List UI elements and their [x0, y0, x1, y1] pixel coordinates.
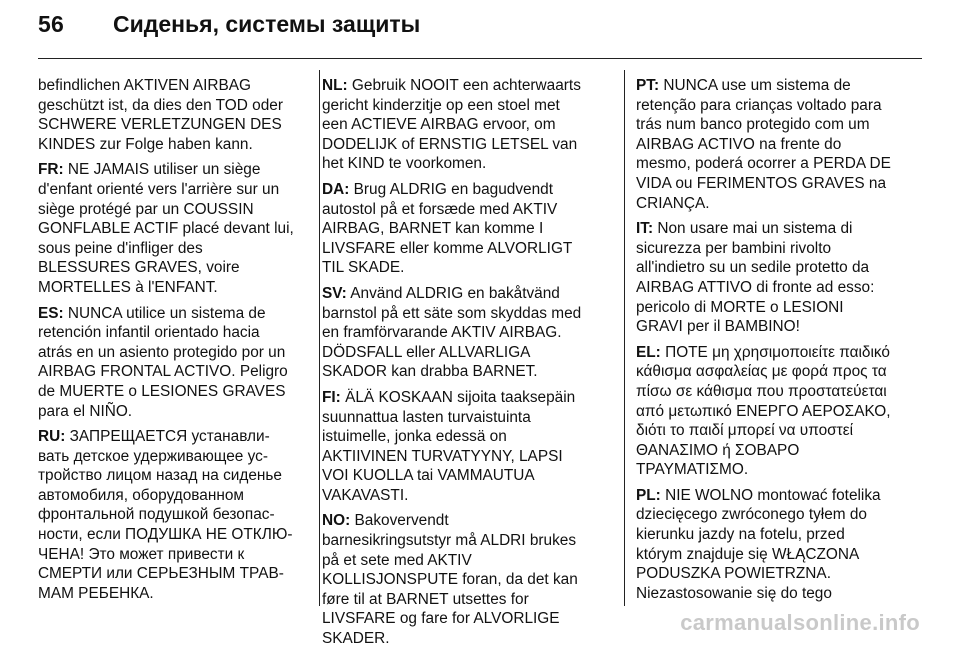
text-line [322, 427, 607, 447]
text-line [636, 584, 924, 604]
line-text: VAKAVASTI. [322, 486, 409, 504]
line-text: suunnattua lasten turvaistuinta [322, 408, 531, 426]
line-text: πίσω σε κάθισμα που προστατεύεται [636, 382, 887, 400]
line-text: GONFLABLE ACTIF placé devant lui, [38, 220, 294, 238]
text-line [38, 96, 308, 116]
text-line [38, 239, 308, 259]
line-text: СМЕРТИ или СЕРЬЕЗНЫМ ТРАВ- [38, 565, 284, 583]
paragraph [38, 304, 308, 422]
text-line [322, 239, 607, 259]
line-text: ЗАПРЕЩАЕТСЯ устанавли- [65, 428, 270, 446]
text-line [38, 382, 308, 402]
line-text: retenção para crianças voltado para [636, 96, 882, 114]
line-text: NUNCA use um sistema de [659, 77, 851, 94]
text-line [322, 551, 607, 571]
column-divider-1 [319, 70, 320, 606]
line-text: DODELIJK of ERNSTIG LETSEL van [322, 135, 578, 153]
text-line [38, 486, 308, 506]
header-rule [38, 58, 922, 59]
line-text: Non usare mai un sistema di [653, 220, 853, 238]
line-text: Niezastosowanie się do tego [636, 584, 832, 602]
line-text: føre til at BARNET utsettes for [322, 590, 529, 608]
text-line [38, 219, 308, 239]
text-line [322, 115, 607, 135]
text-line [322, 219, 607, 239]
line-text: d'enfant orienté vers l'arrière sur un [38, 180, 280, 198]
line-text: AKTIIVINEN TURVATYYNY, LAPSI [322, 447, 563, 465]
line-text: ÄLÄ KOSKAAN sijoita taaksepäin [340, 388, 576, 406]
line-text: istuimelle, jonka edessä on [322, 428, 507, 446]
text-line [322, 570, 607, 590]
watermark: carmanualsonline.info [680, 610, 920, 635]
text-line [636, 382, 924, 402]
paragraph [636, 343, 924, 480]
line-text: het KIND te voorkomen. [322, 155, 487, 173]
text-line [38, 427, 308, 447]
line-text: KINDES zur Folge haben kann. [38, 135, 253, 153]
paragraph [322, 76, 607, 174]
line-text: тройство лицом назад на сиденье [38, 467, 282, 485]
line-text: ΘΑΝΑΣΙΜΟ ή ΣΟΒΑΡΟ [636, 441, 800, 459]
line-text: gericht kinderzitje op een stoel met [322, 96, 560, 114]
line-text: Brug ALDRIG en bagudvendt [349, 180, 553, 198]
text-line [38, 402, 308, 422]
line-text: BLESSURES GRAVES, voire [38, 259, 240, 277]
paragraph [322, 180, 607, 278]
text-line [322, 388, 607, 408]
text-line [38, 258, 308, 278]
line-text: NIE WOLNO montować fotelika [660, 486, 881, 504]
line-text: ΤΡΑΥΜΑΤΙΣΜΟ. [636, 461, 749, 479]
line-text: sous peine d'infliger des [38, 239, 203, 257]
line-text: geschützt ist, da dies den TOD oder [38, 96, 283, 114]
line-text: all'indietro su un sedile protetto da [636, 259, 870, 277]
text-line [38, 323, 308, 343]
line-text: TIL SKADE. [322, 259, 405, 277]
line-text: befindlichen AKTIVEN AIRBAG [38, 77, 252, 94]
line-text: LIVSFARE eller komme ALVORLIGT [322, 239, 573, 257]
text-line [636, 362, 924, 382]
line-text: para el NIÑO. [38, 402, 133, 420]
paragraph [322, 388, 607, 506]
text-line [38, 447, 308, 467]
line-text: trás num banco protegido com um [636, 116, 870, 134]
text-line [322, 447, 607, 467]
text-line [636, 317, 924, 337]
text-line [636, 239, 924, 259]
text-line [322, 343, 607, 363]
line-text: AIRBAG, BARNET kan komme I [322, 220, 544, 238]
text-line [636, 545, 924, 565]
line-text: siège protégé par un COUSSIN [38, 200, 254, 218]
text-line [322, 609, 607, 629]
line-text: pericolo di MORTE o LESIONI [636, 298, 844, 316]
text-line [636, 441, 924, 461]
text-line [636, 486, 924, 506]
text-line [38, 135, 308, 155]
line-text: DÖDSFALL eller ALLVARLIGA [322, 343, 531, 361]
line-text: διότι το παιδί μπορεί να υποστεί [636, 422, 854, 440]
line-text: AIRBAG FRONTAL ACTIVO. Peligro [38, 363, 288, 381]
text-line [38, 160, 308, 180]
line-text: МАМ РЕБЕНКА. [38, 584, 154, 602]
text-line [38, 343, 308, 363]
text-line [38, 505, 308, 525]
text-line [38, 115, 308, 135]
text-line [38, 200, 308, 220]
line-text: από μετωπικό ΕΝΕΡΓΟ ΑΕΡΟΣΑΚΟ, [636, 402, 891, 420]
text-line [322, 531, 607, 551]
line-text: автомобиля, оборудованном [38, 486, 244, 504]
text-line [322, 76, 607, 96]
line-text: κάθισμα ασφαλείας με φορά προς τα [636, 363, 887, 381]
text-line [322, 590, 607, 610]
paragraph [38, 76, 308, 154]
text-line [38, 584, 308, 604]
language-code: FI: [322, 388, 341, 406]
text-line [322, 408, 607, 428]
line-text: en framförvarande AKTIV AIRBAG. [322, 324, 562, 342]
text-line [636, 278, 924, 298]
page-number: 56 [38, 11, 64, 37]
line-text: którym znajduje się WŁĄCZONA [636, 545, 860, 563]
line-text: barnstol på ett säte som skyddas med [322, 304, 582, 322]
text-line [636, 96, 924, 116]
page-title: Сиденья, системы защиты [113, 11, 421, 37]
text-line [38, 545, 308, 565]
text-line [322, 200, 607, 220]
column-1 [38, 76, 308, 609]
text-line [636, 258, 924, 278]
text-line [38, 278, 308, 298]
language-code: NL: [322, 77, 348, 94]
text-line [38, 304, 308, 324]
line-text: barnesikringsutstyr må ALDRI brukes [322, 532, 577, 550]
text-line [636, 460, 924, 480]
text-line [322, 284, 607, 304]
line-text: ΠΟΤΕ μη χρησιμοποιείτε παιδικό [660, 343, 890, 361]
text-line [322, 486, 607, 506]
column-2 [322, 76, 607, 655]
text-line [636, 115, 924, 135]
line-text: VOI KUOLLA tai VAMMAUTUA [322, 467, 535, 485]
line-text: SKADER. [322, 630, 390, 648]
text-line [636, 298, 924, 318]
line-text: вать детское удерживающее ус- [38, 447, 268, 465]
text-line [322, 96, 607, 116]
language-code: FR: [38, 161, 64, 179]
language-code: IT: [636, 220, 654, 238]
line-text: AIRBAG ATTIVO di fronte ad esso: [636, 278, 875, 296]
line-text: NUNCA utilice un sistema de [63, 304, 266, 322]
text-line [636, 402, 924, 422]
language-code: NO: [322, 512, 351, 530]
text-line [322, 629, 607, 649]
paragraph [38, 160, 308, 297]
line-text: mesmo, poderá ocorrer a PERDA DE [636, 155, 891, 173]
language-code: EL: [636, 343, 661, 361]
line-text: Gebruik NOOIT een achterwaarts [347, 77, 581, 94]
line-text: een ACTIEVE AIRBAG ervoor, om [322, 116, 556, 134]
language-code: PL: [636, 486, 661, 504]
paragraph [636, 486, 924, 604]
paragraph [636, 76, 924, 213]
paragraph [38, 427, 308, 603]
text-line [322, 304, 607, 324]
text-line [636, 219, 924, 239]
line-text: retención infantil orientado hacia [38, 324, 260, 342]
line-text: på et sete med AKTIV [322, 551, 472, 569]
line-text: Bakovervendt [350, 512, 449, 530]
text-line [636, 343, 924, 363]
text-line [322, 511, 607, 531]
text-line [636, 135, 924, 155]
text-line [636, 421, 924, 441]
text-line [636, 564, 924, 584]
line-text: kierunku jazdy na fotelu, przed [636, 526, 845, 544]
language-code: DA: [322, 180, 350, 198]
line-text: GRAVI per il BAMBINO! [636, 318, 800, 336]
text-line [322, 180, 607, 200]
line-text: CRIANÇA. [636, 194, 710, 212]
text-line [38, 564, 308, 584]
paragraph [322, 511, 607, 648]
line-text: sicurezza per bambini rivolto [636, 239, 832, 257]
language-code: RU: [38, 428, 66, 446]
text-line [322, 154, 607, 174]
text-line [38, 466, 308, 486]
line-text: LIVSFARE og fare for ALVORLIGE [322, 610, 560, 628]
line-text: ЧЕНА! Это может привести к [38, 545, 245, 563]
line-text: MORTELLES à l'ENFANT. [38, 278, 218, 296]
line-text: de MUERTE o LESIONES GRAVES [38, 382, 286, 400]
language-code: PT: [636, 77, 660, 94]
text-line [322, 362, 607, 382]
line-text: NE JAMAIS utiliser un siège [63, 161, 261, 179]
language-code: SV: [322, 284, 347, 302]
line-text: фронтальной подушкой безопас- [38, 506, 275, 524]
line-text: SCHWERE VERLETZUNGEN DES [38, 116, 282, 134]
line-text: atrás en un asiento protegido por un [38, 343, 286, 361]
line-text: dziecięcego zwróconego tyłem do [636, 506, 867, 524]
text-line [322, 258, 607, 278]
text-line [38, 362, 308, 382]
language-code: ES: [38, 304, 64, 322]
paragraph [636, 219, 924, 337]
line-text: Använd ALDRIG en bakåtvänd [346, 284, 560, 302]
text-line [322, 466, 607, 486]
column-3 [636, 76, 924, 609]
text-line [636, 76, 924, 96]
text-line [636, 525, 924, 545]
text-line [38, 525, 308, 545]
column-divider-2 [624, 70, 625, 606]
text-line [636, 505, 924, 525]
line-text: VIDA ou FERIMENTOS GRAVES na [636, 174, 887, 192]
paragraph [322, 284, 607, 382]
text-line [636, 154, 924, 174]
text-line [636, 194, 924, 214]
text-line [636, 174, 924, 194]
line-text: AIRBAG ACTIVO na frente do [636, 135, 842, 153]
text-line [38, 76, 308, 96]
text-line [38, 180, 308, 200]
text-line [322, 135, 607, 155]
line-text: autostol på et forsæde med AKTIV [322, 200, 558, 218]
line-text: KOLLISJONSPUTE foran, da det kan [322, 571, 578, 589]
line-text: ности, если ПОДУШКА НЕ ОТКЛЮ- [38, 526, 293, 544]
line-text: PODUSZKA POWIETRZNA. [636, 565, 831, 583]
text-line [322, 323, 607, 343]
line-text: SKADOR kan drabba BARNET. [322, 363, 538, 381]
